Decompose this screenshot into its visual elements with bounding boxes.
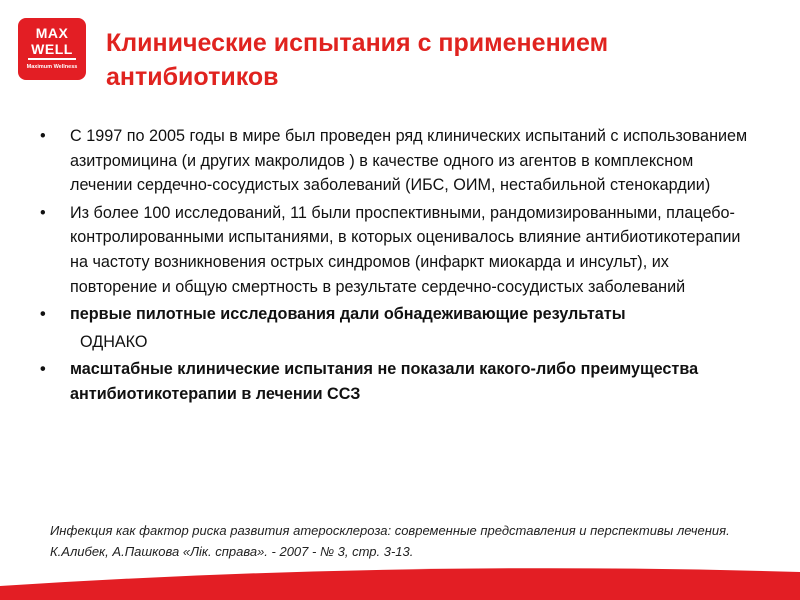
logo-text-max: MAX — [35, 25, 69, 41]
bullet-marker: • — [40, 203, 46, 222]
bullet-text: С 1997 по 2005 годы в мире был проведен ряд клинических испытаний с использованием азитромицина (и других макролидов ) в качестве одного из агентов в комплексном лечении сердечно-сосудистых заболеваний (ИБС, ОИМ, нестабильной стенокардии) — [70, 127, 748, 195]
logo-tagline: Maximum Wellness — [26, 64, 78, 70]
bullet-marker: • — [40, 360, 46, 379]
however-text: ОДНАКО — [80, 332, 148, 351]
logo-text-well: WELL — [31, 41, 73, 57]
citation: Инфекция как фактор риска развития атеросклероза: современные представления и перспективы лечения. К.Алибек, А.Пашкова «Лік. справа». - 2007 - № 3, стр. 3-13. — [50, 523, 730, 559]
bottom-band-shape — [0, 568, 800, 600]
slide-title: Клинические испытания с применением антибиотиков — [106, 29, 609, 91]
bullet-marker: • — [40, 305, 46, 324]
bullet-text: первые пилотные исследования дали обнадеживающие результаты — [70, 305, 626, 324]
bullet-text: масштабные клинические испытания не показали какого-либо преимущества антибиотикотерапии в лечении ССЗ — [70, 360, 699, 403]
bullet-marker: • — [40, 127, 46, 145]
bullet-text: Из более 100 исследований, 11 были проспективными, рандомизированными, плацебо-контролированными испытаниями, в которых оценивалось влияние антибиотикотерапии на частоту возникновения острых синдромов (инфаркт миокарда и инсульт), их повторение и общую смертность в результате сердечно-сосудистых заболеваний — [70, 203, 741, 296]
